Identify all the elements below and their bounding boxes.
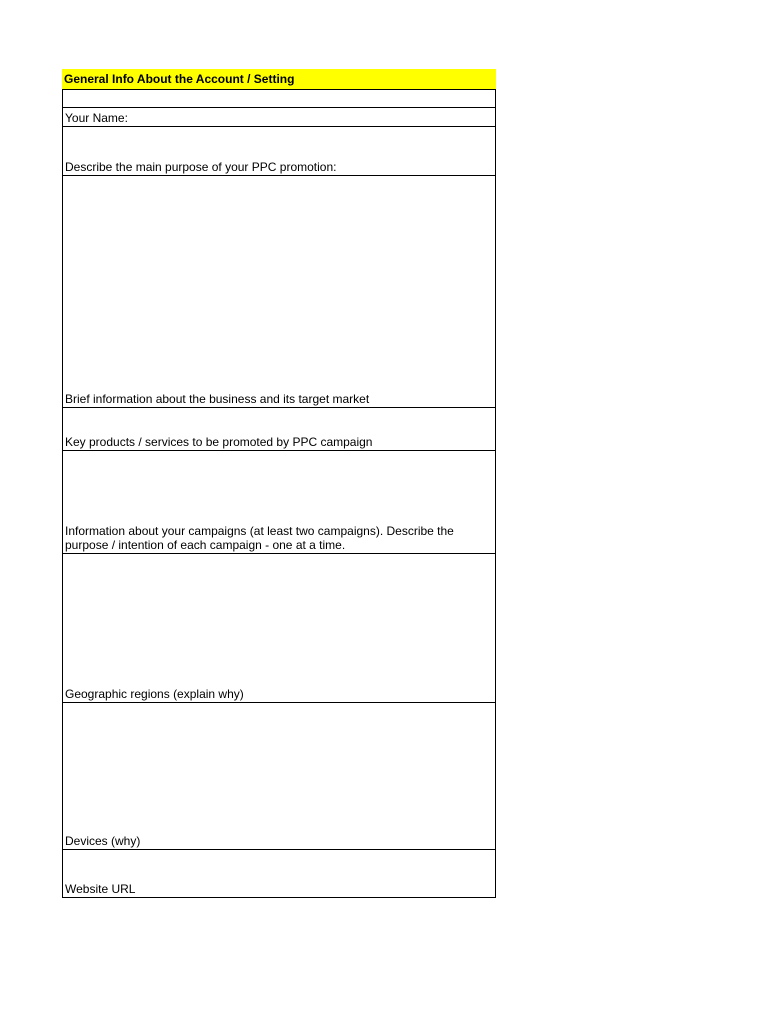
business-info-row[interactable] <box>62 176 496 408</box>
geographic-regions-row[interactable] <box>62 554 496 703</box>
main-purpose-row[interactable] <box>62 127 496 176</box>
business-info-label: Brief information about the business and its target market <box>65 392 370 406</box>
key-products-row[interactable] <box>62 408 496 451</box>
devices-row[interactable] <box>62 703 496 850</box>
your-name-row[interactable] <box>62 108 496 127</box>
geographic-regions-label: Geographic regions (explain why) <box>65 687 244 701</box>
section-header: General Info About the Account / Setting <box>62 69 496 89</box>
blank-row[interactable] <box>62 89 496 108</box>
main-purpose-label: Describe the main purpose of your PPC promotion: <box>65 160 337 174</box>
key-products-label: Key products / services to be promoted by PPC campaign <box>65 435 373 449</box>
website-url-label: Website URL <box>65 882 136 896</box>
campaigns-info-label: Information about your campaigns (at least two campaigns). Describe the purpose / intention of each campaign - one at a time. <box>65 524 454 552</box>
devices-label: Devices (why) <box>65 834 141 848</box>
spreadsheet-form <box>62 69 496 898</box>
your-name-label: Your Name: <box>65 111 128 125</box>
website-url-row[interactable] <box>62 850 496 898</box>
campaigns-info-row[interactable] <box>62 451 496 554</box>
